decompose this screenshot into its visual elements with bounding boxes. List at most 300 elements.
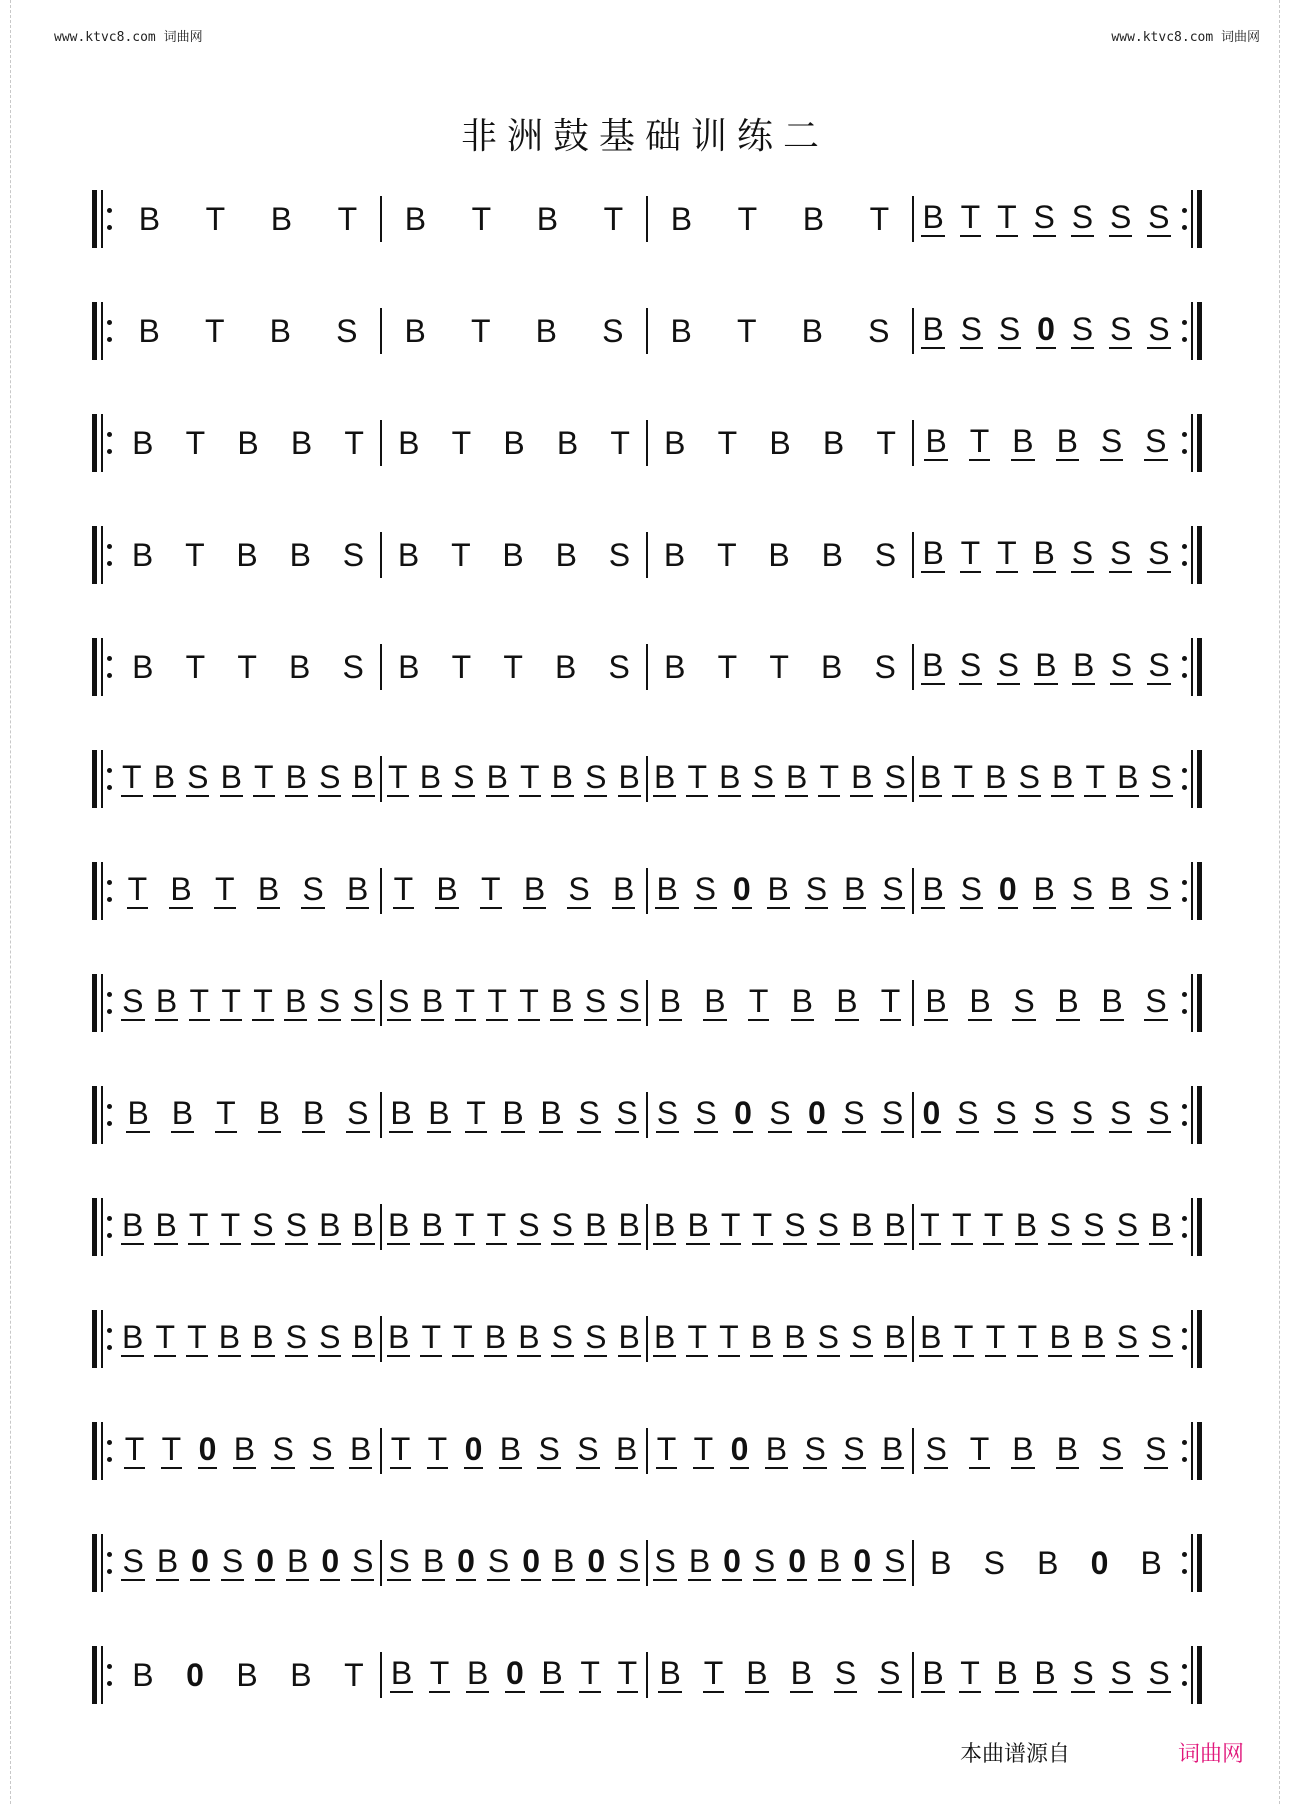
drum-note: S (578, 1095, 600, 1131)
repeat-end-sign (1178, 190, 1202, 248)
footer-source-label: 本曲谱源自 (959, 1742, 1070, 1767)
drum-note: B (585, 1207, 607, 1243)
drum-note: B (390, 1655, 413, 1691)
measure (914, 1422, 1178, 1480)
measure (914, 974, 1178, 1032)
drum-note: 0 (321, 1543, 340, 1579)
drum-note: B (1109, 871, 1132, 907)
drum-note: S (272, 1431, 294, 1467)
drum-note: B (518, 1319, 540, 1355)
drum-note: B (1012, 423, 1034, 459)
drum-note: T (253, 983, 273, 1019)
drum-note: B (801, 313, 823, 349)
drum-note: B (536, 201, 559, 237)
drum-note: B (1049, 1319, 1071, 1355)
drum-note: B (352, 759, 374, 795)
drum-note: T (237, 649, 257, 685)
drum-note: B (486, 759, 508, 795)
drum-note: S (805, 871, 828, 907)
measure (914, 1534, 1178, 1592)
drum-note: T (451, 425, 472, 461)
drum-note: T (470, 313, 491, 349)
drum-note: T (920, 1207, 940, 1243)
measure (116, 414, 380, 472)
drum-note: B (791, 983, 813, 1019)
drum-note: B (884, 1319, 906, 1355)
drum-note: B (784, 1319, 806, 1355)
measure (382, 1310, 646, 1368)
measure (648, 974, 912, 1032)
measure (116, 1646, 380, 1704)
drum-note: T (687, 1319, 708, 1355)
drum-note: T (769, 649, 789, 685)
drum-note: B (688, 1543, 711, 1579)
drum-note: S (879, 1655, 901, 1691)
drum-note: B (925, 983, 947, 1019)
repeat-start-sign (92, 1310, 116, 1368)
drum-note: T (880, 983, 901, 1019)
drum-note: 0 (922, 1095, 941, 1131)
drum-note: B (922, 871, 944, 907)
measure (914, 862, 1178, 920)
drum-note: S (1110, 1655, 1132, 1691)
drum-note: B (687, 1207, 709, 1243)
drum-note: B (436, 871, 458, 907)
drum-note: B (663, 537, 686, 573)
drum-note: S (1013, 983, 1035, 1019)
drum-note: B (502, 1095, 524, 1131)
drum-note: B (233, 1431, 256, 1467)
drum-note: S (957, 1095, 979, 1131)
measure (382, 638, 646, 696)
drum-note: S (1100, 423, 1123, 459)
drum-note: B (1057, 983, 1079, 1019)
drum-note: S (487, 1543, 510, 1579)
drum-note: T (983, 1207, 1004, 1243)
drum-note: B (218, 1319, 241, 1355)
score-row (92, 501, 1202, 613)
measure (914, 638, 1178, 696)
drum-note: B (290, 425, 313, 461)
drum-note: B (553, 1543, 575, 1579)
drum-note: B (349, 1431, 372, 1467)
drum-note: 0 (808, 1095, 826, 1131)
drum-note: B (1083, 1319, 1105, 1355)
drum-note: B (704, 983, 726, 1019)
drum-note: S (551, 1319, 573, 1355)
drum-note: S (843, 1095, 865, 1131)
drum-note: B (127, 1095, 149, 1131)
drum-note: S (347, 1095, 369, 1131)
drum-note: S (769, 1095, 791, 1131)
measure (648, 1310, 912, 1368)
drum-note: B (920, 759, 942, 795)
measure (648, 1086, 912, 1144)
measure (116, 638, 380, 696)
drum-note: B (925, 423, 947, 459)
measure (382, 1646, 646, 1704)
measure (382, 1422, 646, 1480)
drum-note: S (311, 1431, 333, 1467)
drum-note: S (318, 983, 341, 1019)
drum-note: T (752, 1207, 773, 1243)
drum-note: B (1037, 1545, 1059, 1581)
measure (382, 526, 646, 584)
drum-note: B (659, 983, 681, 1019)
drum-note: T (344, 1657, 364, 1693)
drum-note: 0 (1037, 311, 1055, 347)
drum-note: T (720, 1207, 741, 1243)
drum-note: S (694, 871, 716, 907)
drum-note: S (843, 1431, 865, 1467)
measure (116, 302, 380, 360)
drum-note: 0 (587, 1543, 606, 1579)
drum-note: T (703, 1655, 724, 1691)
drum-note: S (1116, 1319, 1139, 1355)
drum-note: B (750, 1319, 773, 1355)
drum-note: T (876, 425, 896, 461)
drum-note: B (922, 311, 944, 347)
drum-note: S (1018, 759, 1040, 795)
drum-note: S (577, 1431, 599, 1467)
drum-note: T (344, 425, 364, 461)
drum-note: T (610, 425, 630, 461)
drum-note: S (1148, 311, 1170, 347)
drum-note: B (1012, 1431, 1034, 1467)
drum-note: T (717, 425, 738, 461)
drum-note: S (1049, 1207, 1071, 1243)
drum-note: B (155, 983, 178, 1019)
drum-note: B (502, 537, 524, 573)
drum-note: S (518, 1207, 540, 1243)
drum-note: S (1033, 1095, 1055, 1131)
drum-note: B (428, 1095, 450, 1131)
repeat-end-sign (1178, 1086, 1202, 1144)
drum-note: B (499, 1431, 522, 1467)
drum-note: B (466, 1655, 489, 1691)
drum-note: S (618, 983, 640, 1019)
drum-note: S (285, 1319, 307, 1355)
measure (382, 862, 646, 920)
drum-note: S (1148, 871, 1170, 907)
drum-note: S (868, 313, 890, 349)
drum-note: T (451, 649, 472, 685)
drum-note: B (920, 1319, 942, 1355)
drum-note: B (922, 1655, 944, 1691)
repeat-start-sign (92, 302, 116, 360)
measure (382, 1086, 646, 1144)
drum-note: B (352, 1319, 374, 1355)
drum-note: T (960, 535, 981, 571)
drum-note: B (347, 871, 369, 907)
site-url-left[interactable]: www.ktvc8.com 词曲网 (54, 30, 203, 45)
drum-note: T (388, 759, 408, 795)
drum-note: S (874, 537, 897, 573)
drum-note: B (659, 1655, 681, 1691)
drum-note: B (555, 649, 577, 685)
drum-note: B (236, 1657, 258, 1693)
drum-note: B (302, 1095, 325, 1131)
drum-note: S (753, 1543, 776, 1579)
drum-note: S (884, 1543, 906, 1579)
drum-note: T (127, 871, 148, 907)
drum-note: T (185, 537, 205, 573)
drum-note: T (748, 983, 769, 1019)
drum-note: B (289, 537, 311, 573)
drum-note: B (615, 1431, 638, 1467)
repeat-start-sign (92, 414, 116, 472)
drum-note: B (618, 1207, 640, 1243)
drum-note: B (535, 313, 557, 349)
drum-note: B (170, 871, 192, 907)
drum-note: B (985, 759, 1007, 795)
drum-note: B (922, 647, 944, 683)
repeat-end-sign (1178, 1646, 1202, 1704)
drum-note: B (319, 1207, 341, 1243)
measure (914, 750, 1178, 808)
score-row (92, 1397, 1202, 1509)
repeat-start-sign (92, 750, 116, 808)
drum-note: B (398, 425, 420, 461)
drum-note: S (804, 1431, 826, 1467)
measure (914, 1646, 1178, 1704)
drum-note: T (221, 983, 241, 1019)
drum-note: 0 (464, 1431, 483, 1467)
drum-note: B (613, 871, 635, 907)
drum-note: B (269, 313, 291, 349)
repeat-start-sign (92, 862, 116, 920)
drum-score (92, 165, 1202, 1733)
drum-note: S (1071, 199, 1094, 235)
drum-note: T (185, 649, 206, 685)
drum-note: S (752, 759, 774, 795)
drum-note: T (819, 759, 839, 795)
drum-note: T (952, 1207, 972, 1243)
drum-note: T (969, 423, 990, 459)
drum-note: T (953, 759, 974, 795)
drum-note: S (122, 1543, 144, 1579)
measure (116, 1086, 380, 1144)
drum-note: B (719, 759, 741, 795)
drum-note: S (352, 1543, 374, 1579)
drum-note: B (821, 537, 843, 573)
drum-note: 0 (998, 871, 1017, 907)
drum-note: S (1083, 1207, 1105, 1243)
drum-note: 0 (853, 1543, 872, 1579)
drum-note: 0 (522, 1543, 541, 1579)
drum-note: T (693, 1431, 714, 1467)
drum-note: B (138, 313, 160, 349)
drum-note: S (388, 983, 410, 1019)
drum-note: T (736, 313, 757, 349)
drum-note: S (995, 1095, 1017, 1131)
drum-note: T (520, 759, 540, 795)
drum-note: S (342, 537, 365, 573)
drum-note: T (717, 649, 738, 685)
drum-note: B (996, 1655, 1018, 1691)
drum-note: 0 (788, 1543, 807, 1579)
drum-note: S (342, 649, 364, 685)
drum-note: B (786, 759, 808, 795)
drum-note: T (617, 1655, 638, 1691)
drum-note: B (1035, 647, 1057, 683)
drum-note: B (1034, 1655, 1056, 1691)
drum-note: B (1056, 1431, 1078, 1467)
measure (382, 414, 646, 472)
drum-note: 0 (505, 1655, 524, 1691)
measure (382, 750, 646, 808)
repeat-end-sign (1178, 526, 1202, 584)
measure (116, 862, 380, 920)
drum-note: S (1071, 535, 1094, 571)
drum-note: B (1033, 535, 1055, 571)
drum-note: 0 (730, 1431, 749, 1467)
drum-note: B (765, 1431, 788, 1467)
drum-note: T (453, 1319, 473, 1355)
measure (116, 974, 380, 1032)
drum-note: B (132, 425, 154, 461)
drum-note: B (922, 199, 944, 235)
measure (914, 1086, 1178, 1144)
score-row (92, 613, 1202, 725)
repeat-end-sign (1178, 302, 1202, 360)
drum-note: S (608, 537, 631, 573)
drum-note: T (220, 1207, 241, 1243)
drum-note: B (556, 425, 579, 461)
score-row (92, 837, 1202, 949)
drum-note: T (687, 759, 708, 795)
drum-note: S (998, 311, 1021, 347)
repeat-start-sign (92, 638, 116, 696)
repeat-end-sign (1178, 1422, 1202, 1480)
left-margin-watermark (0, 0, 11, 1804)
measure (648, 1646, 912, 1704)
drum-note: B (555, 537, 577, 573)
drum-note: S (1071, 1095, 1094, 1131)
measure (648, 638, 912, 696)
measure (648, 1534, 912, 1592)
drum-note: B (881, 1431, 904, 1467)
drum-note: B (285, 759, 307, 795)
drum-note: B (746, 1655, 768, 1691)
drum-note: T (254, 759, 274, 795)
drum-note: B (656, 871, 678, 907)
drum-note: B (1150, 1207, 1172, 1243)
drum-note: S (1116, 1207, 1139, 1243)
drum-note: S (585, 1319, 607, 1355)
footer-brand-link[interactable]: 词曲网 (1177, 1742, 1244, 1767)
drum-note: T (960, 1655, 980, 1691)
drum-note: S (983, 1545, 1005, 1581)
drum-note: S (616, 1095, 638, 1131)
drum-note: B (422, 1543, 445, 1579)
drum-note: T (393, 871, 414, 907)
drum-note: T (656, 1431, 677, 1467)
drum-note: B (132, 1657, 154, 1693)
measure (914, 414, 1178, 472)
drum-note: S (608, 649, 630, 685)
drum-note: B (670, 313, 692, 349)
drum-note: T (519, 983, 539, 1019)
drum-note: T (487, 983, 507, 1019)
repeat-end-sign (1178, 638, 1202, 696)
drum-note: T (427, 1431, 448, 1467)
drum-note: S (1145, 423, 1167, 459)
drum-note: T (997, 199, 1017, 235)
drum-note: B (257, 871, 280, 907)
measure (914, 190, 1178, 248)
repeat-start-sign (92, 526, 116, 584)
drum-note: S (1100, 1431, 1123, 1467)
drum-note: 0 (198, 1431, 217, 1467)
site-url-right[interactable]: www.ktvc8.com 词曲网 (1111, 30, 1260, 45)
drum-note: B (836, 983, 858, 1019)
drum-note: T (390, 1431, 411, 1467)
drum-note: B (138, 201, 161, 237)
drum-note: S (618, 1543, 640, 1579)
drum-note: S (1071, 871, 1094, 907)
drum-note: S (834, 1655, 857, 1691)
drum-note: S (1148, 1655, 1170, 1691)
drum-note: B (421, 1207, 443, 1243)
measure (116, 1310, 380, 1368)
measure (382, 190, 646, 248)
drum-note: S (960, 871, 982, 907)
drum-note: T (204, 313, 225, 349)
measure (648, 1422, 912, 1480)
drum-note: T (421, 1319, 442, 1355)
drum-note: B (352, 1207, 374, 1243)
drum-note: S (1110, 647, 1133, 683)
drum-note: B (484, 1319, 507, 1355)
drum-note: T (454, 1207, 475, 1243)
drum-note: S (654, 1543, 676, 1579)
drum-note: 0 (191, 1543, 209, 1579)
drum-note: B (155, 1207, 177, 1243)
drum-note: B (388, 1319, 410, 1355)
drum-note: B (252, 1319, 274, 1355)
drum-note: B (664, 649, 686, 685)
drum-note: T (1017, 1319, 1038, 1355)
measure (648, 1198, 912, 1256)
repeat-start-sign (92, 1086, 116, 1144)
drum-note: S (221, 1543, 244, 1579)
drum-note: S (584, 983, 607, 1019)
measure (116, 526, 380, 584)
drum-note: T (185, 425, 206, 461)
drum-note: B (270, 201, 293, 237)
drum-note: T (471, 201, 492, 237)
repeat-end-sign (1178, 1310, 1202, 1368)
drum-note: T (216, 1095, 236, 1131)
measure (382, 1198, 646, 1256)
repeat-start-sign (92, 1422, 116, 1480)
repeat-end-sign (1178, 974, 1202, 1032)
drum-note: B (790, 1655, 812, 1691)
drum-note: 0 (186, 1657, 204, 1693)
drum-note: T (189, 983, 210, 1019)
drum-note: B (390, 1095, 412, 1131)
score-row (92, 949, 1202, 1061)
drum-note: 0 (732, 871, 751, 907)
drum-note: T (1085, 759, 1105, 795)
drum-note: T (451, 537, 471, 573)
measure (914, 1310, 1178, 1368)
drum-note: B (397, 537, 420, 573)
drum-note: B (767, 871, 789, 907)
drum-note: S (959, 647, 982, 683)
drum-note: B (156, 1543, 179, 1579)
